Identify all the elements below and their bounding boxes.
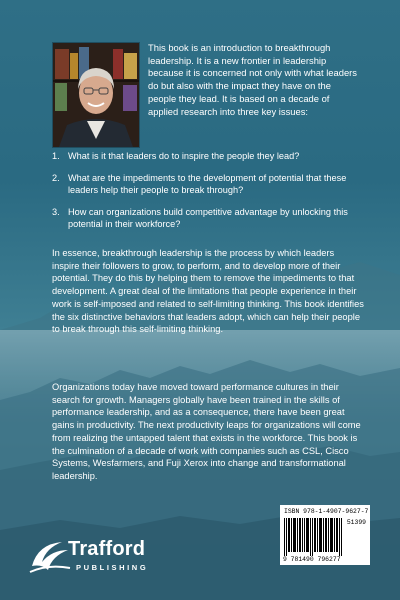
wave-swoosh-icon [28,536,72,576]
author-photo [52,42,140,148]
list-item [52,206,372,231]
isbn-label: ISBN 978-1-4907-9627-7 [284,508,369,515]
publisher-tagline: PUBLISHING [76,563,149,572]
price-code: 51399 [346,519,366,526]
intro-text: This book is an introduction to breakthrough leadership. It is a new frontier in leadership because it is concerned not only with what leaders do but also with the impact they have on the people they lead. It is based on a decade of applied research into three key issues: [148,42,357,117]
list-item-text: What are the impediments to the development of potential that these leaders help their people to break through? [68,172,347,196]
barcode-icon [284,518,342,556]
publisher-name: Trafford [68,538,146,560]
list-item [52,150,372,163]
list-item-text: How can organizations build competitive advantage by unlocking this potential in their workforce? [68,206,348,230]
list-item-text: What is it that leaders do to inspire the people they lead? [68,151,300,161]
body-paragraph: Organizations today have moved toward performance cultures in their search for growth. Managers globally have been trained in the skills of performance leadership, and as a consequence, there have been great gains in productivity. The next productivity leaps for organizations will come from realizing the untapped talent that exists in the workforce. This book is the culmination of a decade of work with companies such as CSL, Cisco Systems, Wesfarmers, and Fuji Xerox into change and transformational leadership. [52,382,361,481]
list-item-number: 2. [52,172,60,183]
publisher-logo [28,536,178,582]
list-item [52,172,372,197]
key-issues-list [52,150,372,231]
list-item-number: 1. [52,151,60,161]
ean-number: 9 781490 796277 [283,556,341,563]
list-item-number: 3. [52,206,60,217]
body-paragraph: In essence, breakthrough leadership is the process by which leaders inspire their followers to grow, to perform, and to develop more of their potential. They do this by helping them to remove the impediments to that development. A great deal of the limitations that people experience in their work is self-imposed and related to self-limiting thinking. This book identifies the six distinctive behaviors that leaders adopt, which can help their people to break through this self-limiting thinking. [52,248,364,335]
author-portrait-icon [53,43,139,147]
isbn-barcode [280,505,370,565]
